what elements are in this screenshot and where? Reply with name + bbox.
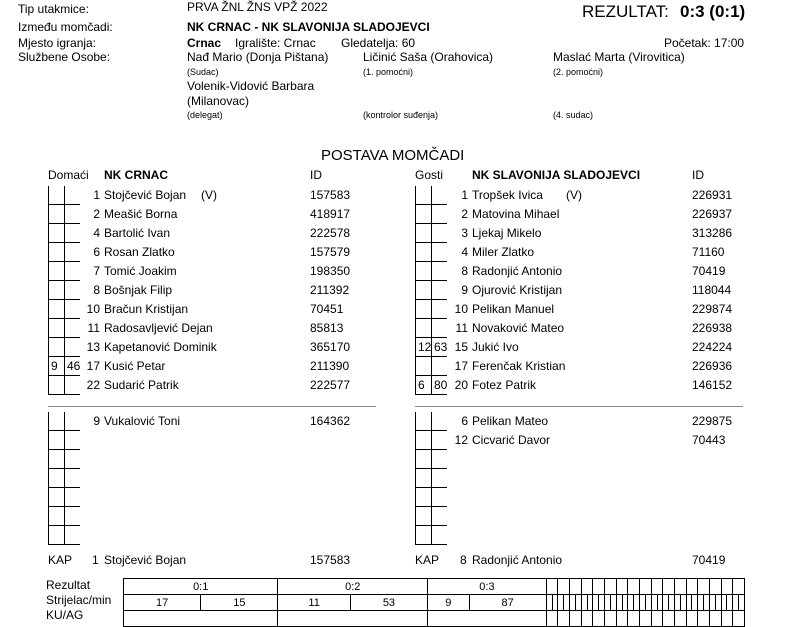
official-role: (delegat) bbox=[187, 110, 223, 120]
minute-box bbox=[48, 338, 64, 357]
minute-box bbox=[64, 469, 80, 488]
score-cell bbox=[640, 579, 652, 595]
score-cell: 0:3 bbox=[428, 579, 547, 595]
player-number: 11 bbox=[455, 321, 468, 335]
score-cell bbox=[651, 579, 663, 595]
player-id: 118044 bbox=[692, 283, 732, 297]
venue-spectators: Gledatelja: 60 bbox=[341, 36, 416, 50]
minute-box bbox=[48, 412, 64, 431]
minute-box bbox=[48, 507, 64, 526]
away-captain-label: KAP bbox=[415, 553, 440, 567]
player-id: 211390 bbox=[310, 359, 350, 373]
minute-box bbox=[431, 488, 447, 507]
minute-box bbox=[431, 319, 447, 338]
player-name: Tropšek Ivica bbox=[472, 188, 543, 202]
minute-box: 12 bbox=[415, 338, 431, 357]
minute-box bbox=[64, 186, 80, 205]
minute-box bbox=[48, 431, 64, 450]
player-id: 164362 bbox=[310, 414, 351, 428]
minute-box bbox=[415, 431, 431, 450]
minute-box bbox=[48, 450, 64, 469]
minute-box: 80 bbox=[431, 376, 447, 395]
lineup-title: POSTAVA MOMČADI bbox=[321, 147, 465, 164]
player-note: (V) bbox=[566, 188, 582, 202]
score-grid bbox=[123, 578, 745, 627]
kuag-cell bbox=[733, 611, 745, 627]
away-captain-id: 70419 bbox=[692, 553, 726, 567]
player-number: 1 bbox=[461, 188, 468, 202]
minute-box bbox=[64, 205, 80, 224]
minute-box bbox=[64, 450, 80, 469]
score-cell bbox=[733, 579, 745, 595]
kuag-cell bbox=[663, 611, 675, 627]
player-name: Tomić Joakim bbox=[104, 264, 177, 278]
player-name: Radonjić Antonio bbox=[472, 264, 563, 278]
home-captain-no: 1 bbox=[92, 553, 99, 567]
minute-box bbox=[64, 243, 80, 262]
player-name: Bartolić Ivan bbox=[104, 226, 171, 240]
minute-box bbox=[415, 526, 431, 545]
minute-box bbox=[431, 357, 447, 376]
player-id: 226931 bbox=[692, 188, 733, 202]
player-id: 211392 bbox=[310, 283, 350, 297]
score-cell bbox=[616, 579, 628, 595]
score-cell bbox=[686, 579, 698, 595]
minute-box bbox=[48, 224, 64, 243]
official-name: Ličinić Saša (Orahovica) bbox=[363, 50, 494, 64]
divider bbox=[415, 406, 743, 407]
kuag-cell bbox=[675, 611, 687, 627]
player-name: Jukić Ivo bbox=[472, 340, 519, 354]
match-teams: NK CRNAC - NK SLAVONIJA SLADOJEVCI bbox=[187, 20, 430, 34]
minute-box bbox=[431, 412, 447, 431]
start-time: Početak: 17:00 bbox=[664, 36, 745, 50]
player-number: 7 bbox=[93, 264, 100, 278]
minute-box bbox=[64, 431, 80, 450]
result-label: REZULTAT: bbox=[582, 2, 669, 21]
match-type-value: PRVA ŽNL ŽNS VPŽ 2022 bbox=[187, 0, 328, 14]
player-number: 10 bbox=[454, 302, 468, 316]
minute-box bbox=[415, 300, 431, 319]
player-name: Bračun Kristijan bbox=[104, 302, 189, 316]
minute-box bbox=[48, 488, 64, 507]
minute-box bbox=[64, 224, 80, 243]
player-id: 313286 bbox=[692, 226, 733, 240]
player-id: 226938 bbox=[692, 321, 733, 335]
result-value: 0:3 (0:1) bbox=[680, 2, 746, 21]
player-id: 70443 bbox=[692, 433, 726, 447]
minute-box bbox=[415, 507, 431, 526]
official-role: (kontrolor suđenja) bbox=[363, 110, 439, 120]
minute-box bbox=[415, 243, 431, 262]
player-number: 15 bbox=[454, 340, 468, 354]
score-cell bbox=[605, 579, 617, 595]
minute-box bbox=[415, 469, 431, 488]
player-name: Pelikan Manuel bbox=[472, 302, 555, 316]
divider bbox=[48, 406, 376, 407]
player-name: Pelikan Mateo bbox=[472, 414, 549, 428]
minute-box bbox=[431, 243, 447, 262]
minute-box bbox=[64, 319, 80, 338]
minute-box bbox=[431, 431, 447, 450]
minute-box bbox=[431, 224, 447, 243]
minute-box bbox=[48, 262, 64, 281]
official-role: (4. sudac) bbox=[553, 110, 594, 120]
score-cell bbox=[663, 579, 675, 595]
scorer-cell: 9 bbox=[428, 595, 470, 611]
score-cell bbox=[675, 579, 687, 595]
official-name: Nađ Mario (Donja Pištana) bbox=[187, 50, 329, 64]
grid-row bbox=[124, 595, 745, 611]
kuag-cell bbox=[581, 611, 593, 627]
player-number: 1 bbox=[93, 188, 100, 202]
player-number: 3 bbox=[461, 226, 468, 240]
score-cell bbox=[721, 579, 733, 595]
official-role: (1. pomoćni) bbox=[363, 67, 414, 77]
minute-box bbox=[48, 186, 64, 205]
kuag-cell bbox=[558, 611, 570, 627]
venue-label: Mjesto igranja: bbox=[18, 36, 97, 50]
official-name-2: (Milanovac) bbox=[187, 94, 250, 108]
minute-box bbox=[64, 262, 80, 281]
away-side-label: Gosti bbox=[415, 168, 444, 182]
minute-box bbox=[48, 281, 64, 300]
kuag-cell bbox=[605, 611, 617, 627]
official-role: (Sudac) bbox=[187, 67, 219, 77]
score-cell bbox=[593, 579, 605, 595]
player-id: 229875 bbox=[692, 414, 733, 428]
grid-row bbox=[124, 579, 745, 595]
kuag-cell bbox=[651, 611, 663, 627]
kuag-cell bbox=[709, 611, 721, 627]
player-name: Novaković Mateo bbox=[472, 321, 565, 335]
player-id: 157583 bbox=[310, 188, 351, 202]
minute-box bbox=[48, 243, 64, 262]
minute-box bbox=[415, 224, 431, 243]
score-cell bbox=[570, 579, 582, 595]
home-id-header: ID bbox=[310, 168, 322, 182]
player-id: 146152 bbox=[692, 378, 733, 392]
home-captain-label: KAP bbox=[48, 553, 73, 567]
minute-box bbox=[64, 412, 80, 431]
player-name: Fotez Patrik bbox=[472, 378, 537, 392]
minute-box bbox=[48, 205, 64, 224]
minute-box bbox=[415, 488, 431, 507]
kuag-cell bbox=[124, 611, 278, 627]
score-cell bbox=[698, 579, 710, 595]
player-name: Meašić Borna bbox=[104, 207, 178, 221]
minute-box: 9 bbox=[48, 357, 64, 376]
scorer-cell: 87 bbox=[469, 595, 546, 611]
match-label: Između momčadi: bbox=[18, 20, 113, 34]
venue-field: Igralište: Crnac bbox=[235, 36, 316, 50]
minute-box bbox=[48, 300, 64, 319]
player-id: 229874 bbox=[692, 302, 733, 316]
scorer-cell: 15 bbox=[201, 595, 278, 611]
score-cell bbox=[709, 579, 721, 595]
player-id: 365170 bbox=[310, 340, 351, 354]
player-name: Ljekaj Mikelo bbox=[472, 226, 542, 240]
player-number: 8 bbox=[93, 283, 100, 297]
player-id: 198350 bbox=[310, 264, 351, 278]
minute-box bbox=[64, 376, 80, 395]
minute-box bbox=[64, 526, 80, 545]
kuag-cell bbox=[628, 611, 640, 627]
player-number: 10 bbox=[86, 302, 100, 316]
minute-box bbox=[415, 357, 431, 376]
player-number: 13 bbox=[86, 340, 100, 354]
away-captain-name: Radonjić Antonio bbox=[472, 553, 563, 567]
player-number: 9 bbox=[93, 414, 100, 428]
player-number: 8 bbox=[461, 264, 468, 278]
away-id-header: ID bbox=[692, 168, 704, 182]
player-id: 70451 bbox=[310, 302, 344, 316]
minute-box bbox=[48, 376, 64, 395]
score-cell: 0:1 bbox=[124, 579, 278, 595]
minute-box bbox=[431, 526, 447, 545]
home-side-label: Domaći bbox=[48, 168, 89, 182]
kuag-cell bbox=[278, 611, 428, 627]
score-cell bbox=[558, 579, 570, 595]
player-number: 20 bbox=[454, 378, 468, 392]
player-name: Kapetanović Dominik bbox=[104, 340, 217, 354]
player-number: 6 bbox=[93, 245, 100, 259]
scorer-cell: 17 bbox=[124, 595, 201, 611]
player-number: 12 bbox=[454, 433, 468, 447]
result-row-label: Rezultat bbox=[46, 578, 91, 592]
minute-box: 6 bbox=[415, 376, 431, 395]
player-name: Rosan Zlatko bbox=[104, 245, 175, 259]
away-team-name: NK SLAVONIJA SLADOJEVCI bbox=[472, 168, 641, 182]
minute-box bbox=[415, 450, 431, 469]
home-captain-id: 157583 bbox=[310, 553, 351, 567]
kuag-row-label: KU/AG bbox=[46, 608, 84, 622]
minute-box bbox=[431, 281, 447, 300]
minute-box bbox=[415, 262, 431, 281]
officials-label: Službene Osobe: bbox=[18, 50, 111, 64]
scorer-cell: 53 bbox=[350, 595, 427, 611]
home-team-name: NK CRNAC bbox=[104, 168, 168, 182]
player-id: 418917 bbox=[310, 207, 351, 221]
player-number: 22 bbox=[86, 378, 100, 392]
player-name: Miler Zlatko bbox=[472, 245, 535, 259]
kuag-cell bbox=[428, 611, 547, 627]
player-name: Ferenčak Kristian bbox=[472, 359, 566, 373]
player-number: 4 bbox=[93, 226, 100, 240]
scorer-cell bbox=[739, 595, 745, 611]
player-note: (V) bbox=[201, 188, 217, 202]
player-id: 71160 bbox=[692, 245, 725, 259]
minute-box bbox=[415, 281, 431, 300]
minute-box bbox=[431, 186, 447, 205]
player-id: 70419 bbox=[692, 264, 726, 278]
minute-box bbox=[415, 186, 431, 205]
player-id: 85813 bbox=[310, 321, 344, 335]
kuag-cell bbox=[721, 611, 733, 627]
minute-box bbox=[431, 300, 447, 319]
player-id: 224224 bbox=[692, 340, 733, 354]
player-number: 6 bbox=[461, 414, 468, 428]
player-name: Ojurović Kristijan bbox=[472, 283, 563, 297]
player-id: 222577 bbox=[310, 378, 351, 392]
minute-box bbox=[415, 319, 431, 338]
venue-place: Crnac bbox=[187, 36, 222, 50]
scorer-row-label: Strijelac/min bbox=[46, 593, 112, 607]
kuag-cell bbox=[570, 611, 582, 627]
minute-box bbox=[64, 281, 80, 300]
player-number: 2 bbox=[93, 207, 100, 221]
minute-box bbox=[64, 488, 80, 507]
minute-box: 63 bbox=[431, 338, 447, 357]
player-name: Sudarić Patrik bbox=[104, 378, 179, 392]
player-name: Matovina Mihael bbox=[472, 207, 560, 221]
minute-box bbox=[48, 526, 64, 545]
score-cell: 0:2 bbox=[278, 579, 428, 595]
minute-box bbox=[64, 300, 80, 319]
scorer-cell: 11 bbox=[278, 595, 350, 611]
official-name: Maslać Marta (Virovitica) bbox=[553, 50, 685, 64]
away-captain-no: 8 bbox=[460, 553, 467, 567]
player-id: 157579 bbox=[310, 245, 351, 259]
minute-box bbox=[431, 469, 447, 488]
minute-box bbox=[64, 338, 80, 357]
player-name: Radosavljević Dejan bbox=[104, 321, 213, 335]
player-name: Cicvarić Davor bbox=[472, 433, 551, 447]
player-number: 4 bbox=[461, 245, 468, 259]
player-number: 17 bbox=[454, 359, 468, 373]
player-id: 226937 bbox=[692, 207, 733, 221]
minute-box bbox=[431, 450, 447, 469]
kuag-cell bbox=[686, 611, 698, 627]
player-name: Bošnjak Filip bbox=[104, 283, 173, 297]
score-cell bbox=[546, 579, 558, 595]
player-name: Stojčević Bojan bbox=[104, 188, 187, 202]
player-id: 226936 bbox=[692, 359, 733, 373]
minute-box bbox=[48, 469, 64, 488]
score-cell bbox=[581, 579, 593, 595]
player-number: 11 bbox=[87, 321, 100, 335]
minute-box bbox=[431, 507, 447, 526]
official-role: (2. pomoćni) bbox=[553, 67, 604, 77]
kuag-cell bbox=[698, 611, 710, 627]
minute-box bbox=[48, 319, 64, 338]
minute-box: 46 bbox=[64, 357, 80, 376]
minute-box bbox=[415, 412, 431, 431]
kuag-cell bbox=[616, 611, 628, 627]
minute-box bbox=[431, 262, 447, 281]
player-id: 222578 bbox=[310, 226, 351, 240]
minute-box bbox=[431, 205, 447, 224]
kuag-cell bbox=[640, 611, 652, 627]
kuag-cell bbox=[546, 611, 558, 627]
player-number: 9 bbox=[461, 283, 468, 297]
player-name: Kusić Petar bbox=[104, 359, 166, 373]
grid-row bbox=[124, 611, 745, 627]
player-name: Vukalović Toni bbox=[104, 414, 181, 428]
minute-box bbox=[415, 205, 431, 224]
home-captain-name: Stojčević Bojan bbox=[104, 553, 187, 567]
player-number: 2 bbox=[461, 207, 468, 221]
minute-box bbox=[64, 507, 80, 526]
score-cell bbox=[628, 579, 640, 595]
official-name: Volenik-Vidović Barbara bbox=[187, 79, 315, 93]
player-number: 17 bbox=[86, 359, 100, 373]
kuag-cell bbox=[593, 611, 605, 627]
match-type-label: Tip utakmice: bbox=[18, 2, 89, 16]
